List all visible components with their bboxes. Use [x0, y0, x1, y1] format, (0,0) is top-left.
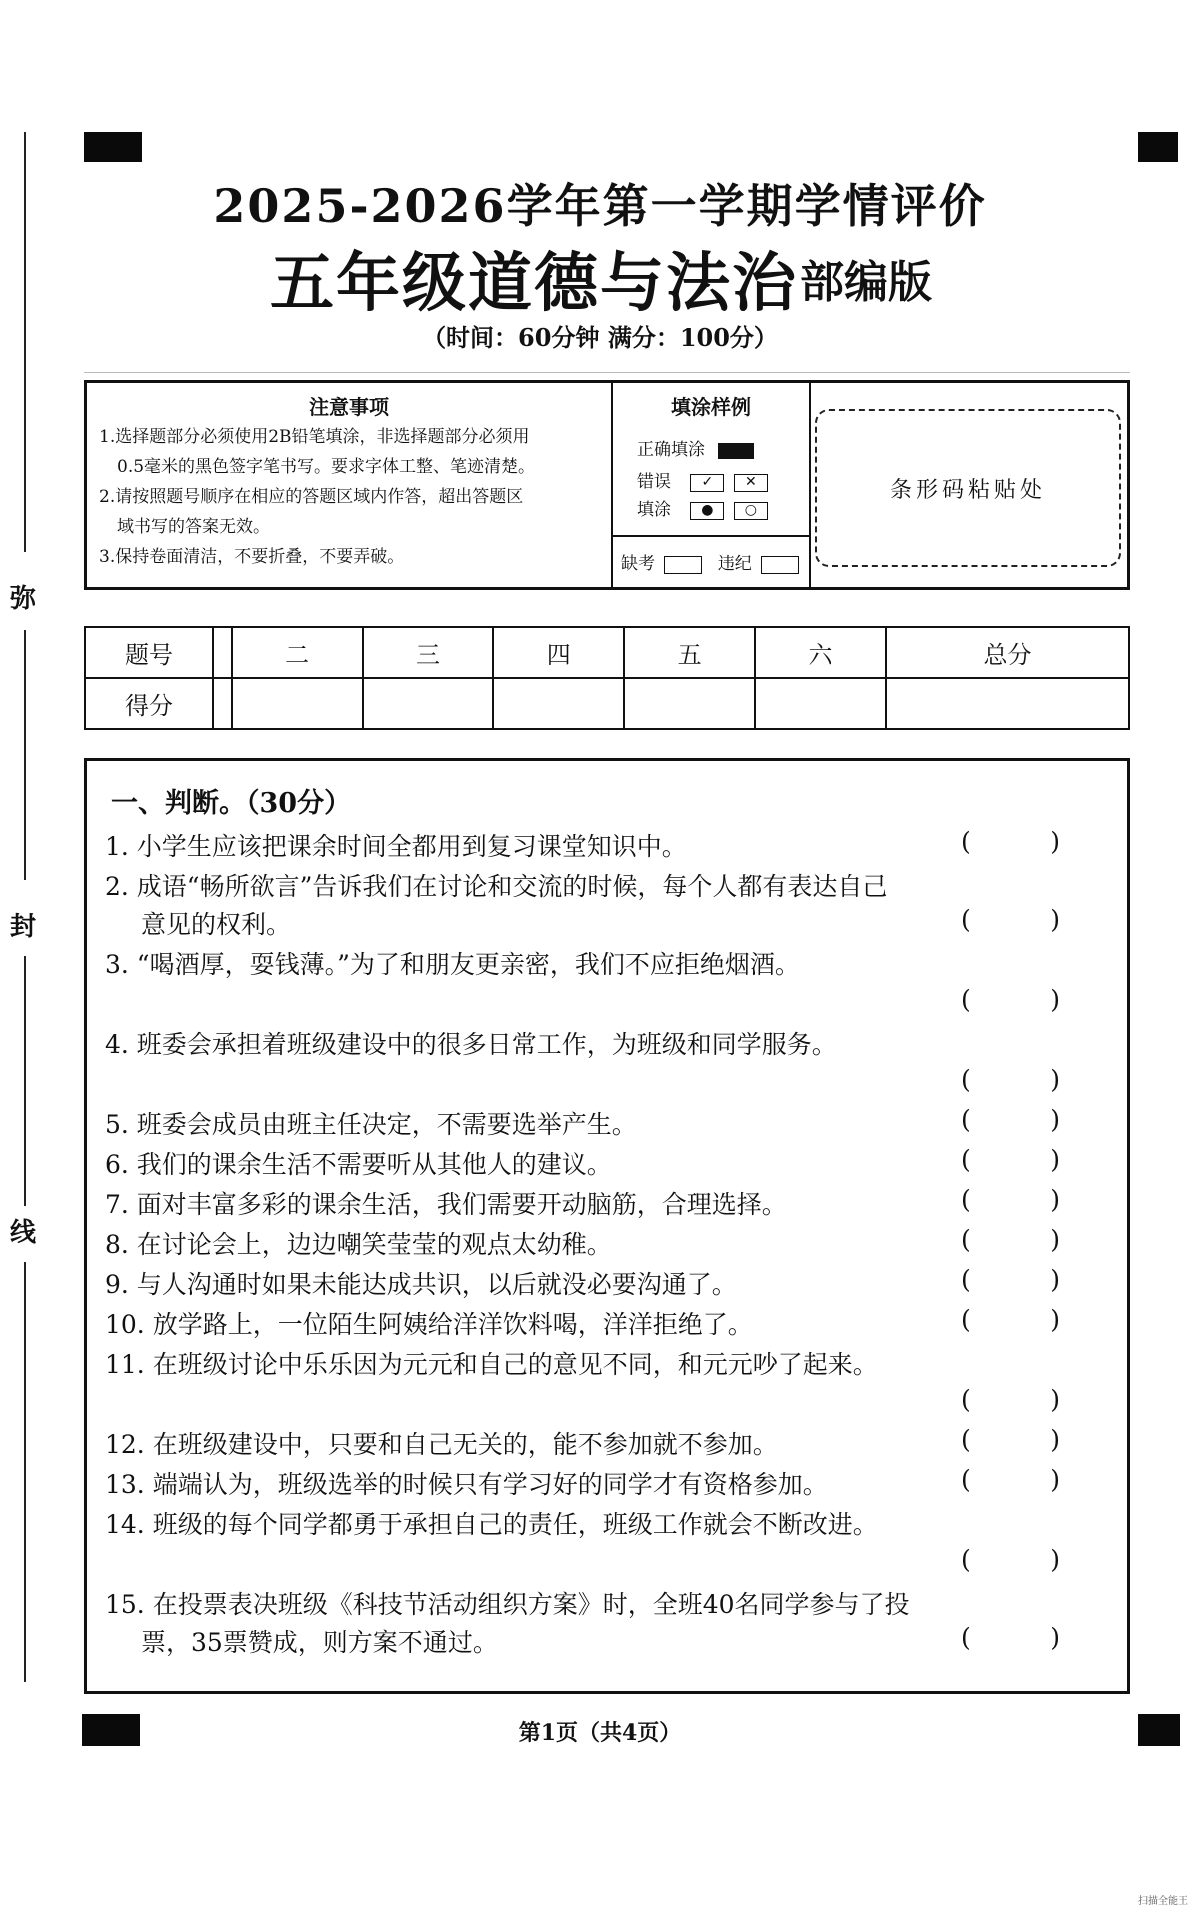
- circle-fill-icon: ○: [734, 502, 768, 520]
- score-col-5: 五: [624, 627, 755, 678]
- question-1: 1. 小学生应该把课余时间全都用到复习课堂知识中。: [105, 832, 687, 861]
- wrong-fill-label-2: 填涂: [637, 500, 671, 520]
- question-14: 14. 班级的每个同学都勇于承担自己的责任，班级工作就会不断改进。: [105, 1510, 878, 1539]
- question-11: 11. 在班级讨论中乐乐因为元元和自己的意见不同，和元元吵了起来。: [105, 1350, 878, 1379]
- corner-mark-top-left: [84, 132, 142, 162]
- score-cell[interactable]: [493, 678, 624, 729]
- question-13: 13. 端端认为，班级选举的时候只有学习好的同学才有资格参加。: [105, 1470, 828, 1499]
- question-15: 15. 在投票表决班级《科技节活动组织方案》时，全班40名同学参与了投: [105, 1590, 910, 1619]
- score-table-row-score: [85, 678, 1129, 729]
- question-15-cont: 票，35票赞成，则方案不通过。: [141, 1628, 498, 1657]
- score-cell[interactable]: [624, 678, 755, 729]
- subject-title: 五年级道德与法治: [270, 246, 798, 321]
- answer-blank-9[interactable]: ( ): [961, 1265, 1060, 1294]
- score-cell[interactable]: [363, 678, 494, 729]
- notice-line-3: 2.请按照题号顺序在相应的答题区域内作答，超出答题区: [99, 487, 524, 507]
- fill-example-title: 填涂样例: [671, 395, 751, 419]
- side-label-feng: 封: [10, 912, 37, 942]
- fill-separator: [613, 535, 809, 537]
- wrong-fill-label-1: 错误: [637, 472, 671, 492]
- question-9: 9. 与人沟通时如果未能达成共识，以后就没必要沟通了。: [105, 1270, 737, 1299]
- score-col-2: 二: [232, 627, 363, 678]
- answer-blank-15[interactable]: ( ): [961, 1623, 1060, 1652]
- absent-checkbox[interactable]: [664, 556, 702, 574]
- score-table-row-question: [85, 627, 1129, 678]
- answer-blank-5[interactable]: ( ): [961, 1105, 1060, 1134]
- answer-blank-11[interactable]: ( ): [961, 1385, 1060, 1414]
- score-table-header-score: 得分: [85, 678, 213, 729]
- question-4: 4. 班委会承担着班级建设中的很多日常工作，为班级和同学服务。: [105, 1030, 837, 1059]
- section-1-title: 一、判断。（30分）: [111, 788, 352, 819]
- score-col-3: 三: [363, 627, 494, 678]
- notice-title: 注意事项: [309, 395, 389, 419]
- barcode-area: [815, 409, 1121, 567]
- notice-line-4: 域书写的答案无效。: [117, 517, 270, 537]
- score-table: [84, 626, 1130, 730]
- corner-mark-top-right: [1138, 132, 1178, 162]
- question-6: 6. 我们的课余生活不需要听从其他人的建议。: [105, 1150, 612, 1179]
- page-footer: 第1页（共4页）: [518, 1720, 682, 1746]
- question-10: 10. 放学路上，一位陌生阿姨给洋洋饮料喝，洋洋拒绝了。: [105, 1310, 753, 1339]
- notice-line-5: 3.保持卷面清洁，不要折叠，不要弄破。: [99, 547, 405, 567]
- check-mark-icon: ✓: [690, 474, 724, 492]
- correct-fill-swatch: [718, 443, 754, 459]
- violation-checkbox[interactable]: [761, 556, 799, 574]
- header-rule: [84, 372, 1130, 373]
- answer-blank-10[interactable]: ( ): [961, 1305, 1060, 1334]
- binding-line-3: [24, 956, 26, 1206]
- info-panel: [84, 380, 1130, 590]
- question-3: 3. “喝酒厚，耍钱薄。”为了和朋友更亲密，我们不应拒绝烟酒。: [105, 950, 800, 979]
- fill-example-section: [613, 383, 811, 587]
- score-col-6: 六: [755, 627, 886, 678]
- binding-line-2: [24, 630, 26, 880]
- answer-blank-1[interactable]: ( ): [961, 827, 1060, 856]
- question-5: 5. 班委会成员由班主任决定，不需要选举产生。: [105, 1110, 637, 1139]
- time-info: （时间：60分钟 满分：100分）: [422, 323, 778, 352]
- answer-blank-4[interactable]: ( ): [961, 1065, 1060, 1094]
- score-cell[interactable]: [232, 678, 363, 729]
- side-label-xian: 线: [10, 1218, 37, 1248]
- cross-mark-icon: ✕: [734, 474, 768, 492]
- answer-blank-13[interactable]: ( ): [961, 1465, 1060, 1494]
- question-2: 2. 成语“畅所欲言”告诉我们在讨论和交流的时候，每个人都有表达自己: [105, 872, 888, 901]
- section-1-box: [84, 758, 1130, 1694]
- correct-fill-label: 正确填涂: [637, 440, 705, 460]
- score-cell[interactable]: [213, 678, 232, 729]
- barcode-label: 条形码粘贴处: [889, 477, 1046, 503]
- answer-blank-2[interactable]: ( ): [961, 905, 1060, 934]
- answer-blank-14[interactable]: ( ): [961, 1545, 1060, 1574]
- question-2-cont: 意见的权利。: [141, 910, 292, 939]
- answer-blank-7[interactable]: ( ): [961, 1185, 1060, 1214]
- question-12: 12. 在班级建设中，只要和自己无关的，能不参加就不参加。: [105, 1430, 778, 1459]
- answer-blank-8[interactable]: ( ): [961, 1225, 1060, 1254]
- score-table-header-question: 题号: [85, 627, 213, 678]
- binding-line-4: [24, 1262, 26, 1682]
- score-cell[interactable]: [886, 678, 1129, 729]
- score-col-1: [213, 627, 232, 678]
- score-col-total: 总分: [886, 627, 1129, 678]
- notice-line-1: 1.选择题部分必须使用2B铅笔填涂，非选择题部分必须用: [99, 427, 530, 447]
- answer-blank-12[interactable]: ( ): [961, 1425, 1060, 1454]
- edition-label: 部编版: [800, 257, 932, 308]
- scanner-watermark: 扫描全能王: [1138, 1896, 1188, 1907]
- violation-label: 违纪: [717, 554, 752, 574]
- score-cell[interactable]: [755, 678, 886, 729]
- dot-fill-icon: ●: [690, 502, 724, 520]
- score-col-4: 四: [493, 627, 624, 678]
- answer-blank-6[interactable]: ( ): [961, 1145, 1060, 1174]
- question-7: 7. 面对丰富多彩的课余生活，我们需要开动脑筋，合理选择。: [105, 1190, 787, 1219]
- notice-section: [87, 383, 613, 587]
- question-8: 8. 在讨论会上，边边嘲笑莹莹的观点太幼稚。: [105, 1230, 612, 1259]
- exam-title: 2025-2026学年第一学期学情评价: [213, 179, 987, 233]
- side-label-mi: 弥: [10, 584, 37, 614]
- notice-line-2: 0.5毫米的黑色签字笔书写。要求字体工整、笔迹清楚。: [117, 457, 536, 477]
- absent-label: 缺考: [621, 554, 655, 574]
- answer-blank-3[interactable]: ( ): [961, 985, 1060, 1014]
